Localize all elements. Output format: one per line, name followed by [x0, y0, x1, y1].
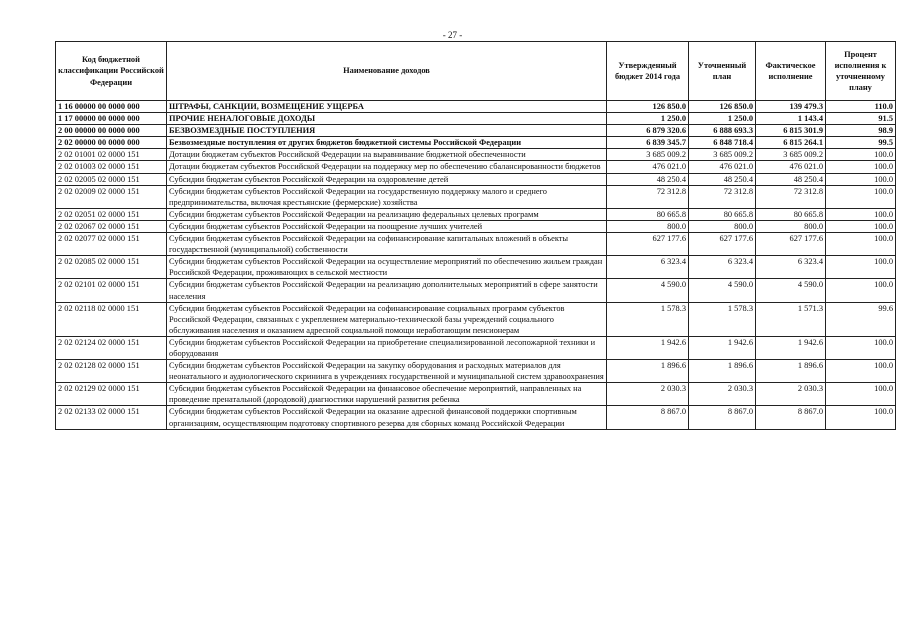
cell-actual: 139 479.3	[756, 101, 826, 113]
cell-revised: 8 867.0	[689, 406, 756, 429]
table-row	[56, 137, 896, 149]
table-row	[56, 161, 896, 173]
cell-revised: 1 578.3	[689, 302, 756, 336]
cell-approved: 6 839 345.7	[607, 137, 689, 149]
cell-percent: 100.0	[826, 360, 896, 383]
cell-percent: 100.0	[826, 161, 896, 173]
cell-actual: 1 896.6	[756, 360, 826, 383]
cell-revised: 6 848 718.4	[689, 137, 756, 149]
cell-percent: 100.0	[826, 220, 896, 232]
cell-name: Субсидии бюджетам субъектов Российской Федерации на закупку оборудования и расходных материалов для неонатального и аудиологического скрининга в учреждениях государственной и муниципальной систем здравоохранения	[167, 360, 607, 383]
cell-revised: 1 942.6	[689, 336, 756, 359]
table-row	[56, 125, 896, 137]
cell-name: ПРОЧИЕ НЕНАЛОГОВЫЕ ДОХОДЫ	[167, 113, 607, 125]
cell-name: Субсидии бюджетам субъектов Российской Федерации на реализацию дополнительных мероприятий в сфере занятости населения	[167, 279, 607, 302]
cell-code: 1 16 00000 00 0000 000	[56, 101, 167, 113]
cell-revised: 1 250.0	[689, 113, 756, 125]
table-row	[56, 256, 896, 279]
cell-name: Безвозмездные поступления от других бюджетов бюджетной системы Российской Федерации	[167, 137, 607, 149]
cell-code: 2 00 00000 00 0000 000	[56, 125, 167, 137]
cell-name: Дотации бюджетам субъектов Российской Федерации на поддержку мер по обеспечению сбалансированности бюджетов	[167, 161, 607, 173]
header-percent: Процент исполнения к уточненному плану	[826, 42, 896, 101]
header-name: Наименование доходов	[167, 42, 607, 101]
cell-revised: 3 685 009.2	[689, 149, 756, 161]
table-row	[56, 173, 896, 185]
table-row	[56, 360, 896, 383]
table-row	[56, 302, 896, 336]
cell-name: ШТРАФЫ, САНКЦИИ, ВОЗМЕЩЕНИЕ УЩЕРБА	[167, 101, 607, 113]
cell-revised: 126 850.0	[689, 101, 756, 113]
cell-code: 2 02 02101 02 0000 151	[56, 279, 167, 302]
cell-approved: 800.0	[607, 220, 689, 232]
cell-code: 2 02 02133 02 0000 151	[56, 406, 167, 429]
cell-code: 2 02 02118 02 0000 151	[56, 302, 167, 336]
cell-actual: 72 312.8	[756, 185, 826, 208]
table-row	[56, 208, 896, 220]
cell-name: БЕЗВОЗМЕЗДНЫЕ ПОСТУПЛЕНИЯ	[167, 125, 607, 137]
cell-name: Субсидии бюджетам субъектов Российской Федерации на софинансирование капитальных вложений в объекты государственной (муниципальной) собственности	[167, 233, 607, 256]
cell-actual: 800.0	[756, 220, 826, 232]
cell-actual: 1 942.6	[756, 336, 826, 359]
cell-name: Дотации бюджетам субъектов Российской Федерации на выравнивание бюджетной обеспеченности	[167, 149, 607, 161]
cell-actual: 1 143.4	[756, 113, 826, 125]
cell-revised: 2 030.3	[689, 383, 756, 406]
cell-code: 2 02 02129 02 0000 151	[56, 383, 167, 406]
cell-approved: 6 323.4	[607, 256, 689, 279]
cell-actual: 8 867.0	[756, 406, 826, 429]
cell-approved: 80 665.8	[607, 208, 689, 220]
cell-name: Субсидии бюджетам субъектов Российской Федерации на оказание адресной финансовой поддержки спортивным организациям, осуществляющим подготовку спортивного резерва для сборных команд Российской Федерации	[167, 406, 607, 429]
cell-actual: 80 665.8	[756, 208, 826, 220]
cell-percent: 100.0	[826, 336, 896, 359]
table-row	[56, 336, 896, 359]
cell-percent: 100.0	[826, 185, 896, 208]
cell-percent: 100.0	[826, 383, 896, 406]
cell-code: 2 02 01001 02 0000 151	[56, 149, 167, 161]
cell-name: Субсидии бюджетам субъектов Российской Федерации на оздоровление детей	[167, 173, 607, 185]
cell-percent: 100.0	[826, 208, 896, 220]
cell-percent: 100.0	[826, 279, 896, 302]
cell-percent: 99.6	[826, 302, 896, 336]
cell-code: 2 02 02051 02 0000 151	[56, 208, 167, 220]
table-row	[56, 113, 896, 125]
table-row	[56, 406, 896, 429]
cell-code: 1 17 00000 00 0000 000	[56, 113, 167, 125]
cell-code: 2 02 01003 02 0000 151	[56, 161, 167, 173]
table-header-row	[56, 42, 896, 101]
cell-approved: 476 021.0	[607, 161, 689, 173]
cell-approved: 4 590.0	[607, 279, 689, 302]
cell-actual: 48 250.4	[756, 173, 826, 185]
cell-name: Субсидии бюджетам субъектов Российской Федерации на приобретение специализированной лесопожарной техники и оборудования	[167, 336, 607, 359]
cell-actual: 2 030.3	[756, 383, 826, 406]
cell-revised: 6 323.4	[689, 256, 756, 279]
table-row	[56, 279, 896, 302]
cell-revised: 6 888 693.3	[689, 125, 756, 137]
cell-revised: 800.0	[689, 220, 756, 232]
cell-actual: 6 323.4	[756, 256, 826, 279]
cell-actual: 4 590.0	[756, 279, 826, 302]
cell-name: Субсидии бюджетам субъектов Российской Федерации на софинансирование социальных программ субъектов Российской Федерации, связанных с укреплением материально-технической базы учреждений социального обслуживания населения и оказанием адресной социальной помощи неработающим пенсионерам	[167, 302, 607, 336]
table-row	[56, 101, 896, 113]
cell-approved: 8 867.0	[607, 406, 689, 429]
cell-revised: 72 312.8	[689, 185, 756, 208]
cell-code: 2 02 02128 02 0000 151	[56, 360, 167, 383]
cell-percent: 99.5	[826, 137, 896, 149]
cell-revised: 476 021.0	[689, 161, 756, 173]
cell-code: 2 02 02009 02 0000 151	[56, 185, 167, 208]
cell-approved: 6 879 320.6	[607, 125, 689, 137]
cell-percent: 100.0	[826, 173, 896, 185]
header-revised: Уточненный план	[689, 42, 756, 101]
cell-actual: 627 177.6	[756, 233, 826, 256]
cell-actual: 3 685 009.2	[756, 149, 826, 161]
cell-code: 2 02 02085 02 0000 151	[56, 256, 167, 279]
cell-name: Субсидии бюджетам субъектов Российской Федерации на финансовое обеспечение мероприятий, направленных на проведение пренатальной (дородовой) диагностики нарушений развития ребенка	[167, 383, 607, 406]
cell-approved: 3 685 009.2	[607, 149, 689, 161]
cell-approved: 72 312.8	[607, 185, 689, 208]
cell-revised: 80 665.8	[689, 208, 756, 220]
cell-revised: 1 896.6	[689, 360, 756, 383]
revenue-table	[55, 41, 896, 430]
cell-name: Субсидии бюджетам субъектов Российской Федерации на государственную поддержку малого и среднего предпринимательства, включая крестьянские (фермерские) хозяйства	[167, 185, 607, 208]
cell-percent: 100.0	[826, 233, 896, 256]
header-code: Код бюджетной классификации Российской Федерации	[56, 42, 167, 101]
table-row	[56, 233, 896, 256]
cell-approved: 627 177.6	[607, 233, 689, 256]
cell-revised: 4 590.0	[689, 279, 756, 302]
cell-actual: 476 021.0	[756, 161, 826, 173]
cell-actual: 6 815 264.1	[756, 137, 826, 149]
cell-approved: 1 578.3	[607, 302, 689, 336]
cell-percent: 91.5	[826, 113, 896, 125]
cell-revised: 627 177.6	[689, 233, 756, 256]
cell-code: 2 02 02124 02 0000 151	[56, 336, 167, 359]
cell-name: Субсидии бюджетам субъектов Российской Федерации на осуществление мероприятий по обеспечению жильем граждан Российской Федерации, проживающих в сельской местности	[167, 256, 607, 279]
cell-percent: 98.9	[826, 125, 896, 137]
header-approved: Утвержденный бюджет 2014 года	[607, 42, 689, 101]
cell-approved: 2 030.3	[607, 383, 689, 406]
cell-name: Субсидии бюджетам субъектов Российской Федерации на реализацию федеральных целевых программ	[167, 208, 607, 220]
cell-approved: 1 942.6	[607, 336, 689, 359]
cell-approved: 1 896.6	[607, 360, 689, 383]
table-row	[56, 185, 896, 208]
cell-actual: 1 571.3	[756, 302, 826, 336]
cell-code: 2 02 02077 02 0000 151	[56, 233, 167, 256]
cell-revised: 48 250.4	[689, 173, 756, 185]
cell-approved: 126 850.0	[607, 101, 689, 113]
cell-approved: 1 250.0	[607, 113, 689, 125]
cell-approved: 48 250.4	[607, 173, 689, 185]
cell-percent: 100.0	[826, 149, 896, 161]
table-body	[56, 101, 896, 430]
cell-code: 2 02 00000 00 0000 000	[56, 137, 167, 149]
cell-code: 2 02 02067 02 0000 151	[56, 220, 167, 232]
cell-actual: 6 815 301.9	[756, 125, 826, 137]
table-row	[56, 383, 896, 406]
cell-code: 2 02 02005 02 0000 151	[56, 173, 167, 185]
cell-percent: 100.0	[826, 406, 896, 429]
cell-name: Субсидии бюджетам субъектов Российской Федерации на поощрение лучших учителей	[167, 220, 607, 232]
table-row	[56, 220, 896, 232]
table-row	[56, 149, 896, 161]
page-number: - 27 -	[442, 30, 463, 40]
cell-percent: 110.0	[826, 101, 896, 113]
header-actual: Фактическое исполнение	[756, 42, 826, 101]
cell-percent: 100.0	[826, 256, 896, 279]
